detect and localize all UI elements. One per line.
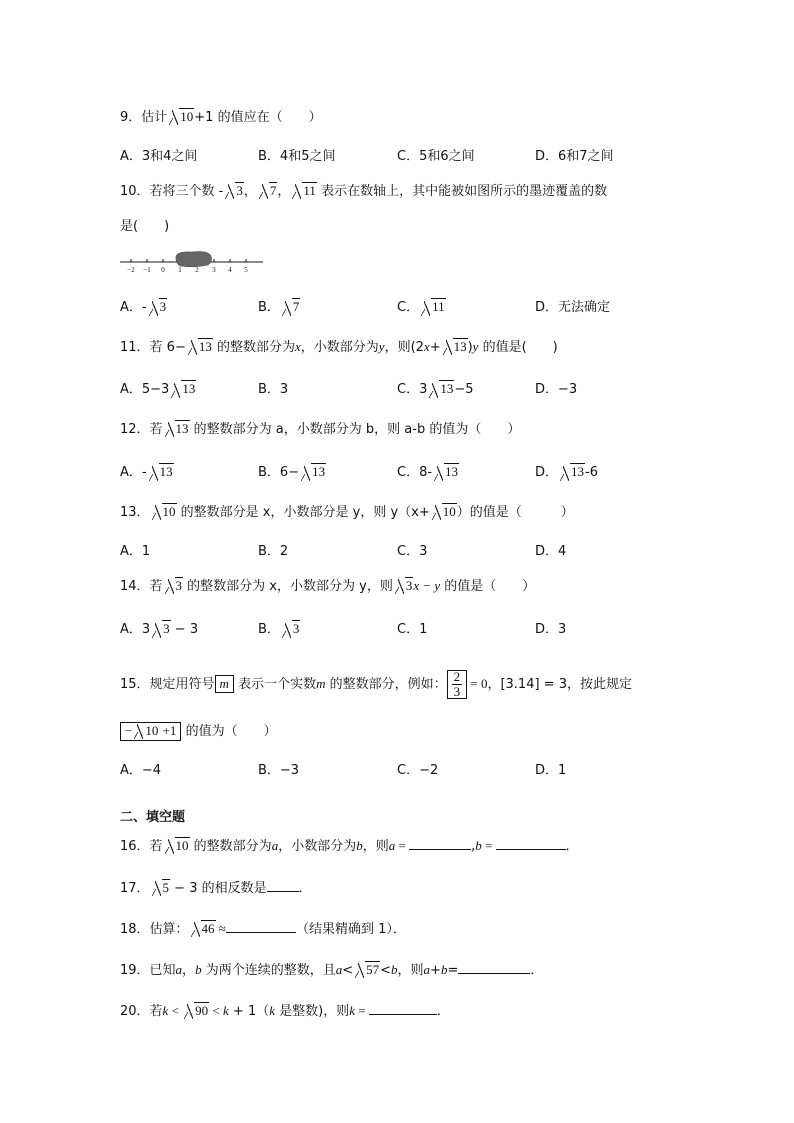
- tick--1: −1: [143, 266, 151, 274]
- option-c: C．3 13−5: [397, 381, 474, 397]
- question-15: 15．规定用符号 m 表示一个实数m 的整数部分，例如： $\frac{2}{3}$ = 0，[3.14] = 3，按此规定: [120, 669, 632, 699]
- question-14: 14．若 3 的整数部分为 x，小数部分为 y，则 3x − y 的值是（ ）: [120, 578, 536, 594]
- question-13: 13． 10 的整数部分是 x，小数部分是 y，则 y（x+ 10）的值是（ ）: [120, 504, 574, 520]
- option-d: D．4: [535, 544, 567, 559]
- option-d: D．1: [535, 763, 567, 778]
- q9-label: 9．估计: [120, 110, 168, 125]
- tick-1: 1: [178, 266, 182, 274]
- option-b: B． 7: [258, 299, 300, 315]
- answer-blank[interactable]: [458, 961, 530, 974]
- question-12: 12．若 13 的整数部分为 a，小数部分为 b，则 a-b 的值为（ ）: [120, 421, 521, 437]
- option-a: A．1: [120, 544, 151, 559]
- option-d: D．−3: [535, 382, 578, 397]
- option-c: C．1: [397, 622, 428, 637]
- option-d: D． 13-6: [535, 464, 598, 480]
- option-a: A．- 3: [120, 299, 167, 315]
- option-d: D．3: [535, 622, 567, 637]
- sqrt-3: 3: [225, 182, 244, 201]
- sqrt-7: 7: [259, 182, 278, 201]
- option-c: C．−2: [397, 763, 439, 778]
- option-c: C．3: [397, 544, 428, 559]
- question-11: 11．若 6− 13 的整数部分为x，小数部分为y，则(2x+ 13)y 的值是( ): [120, 339, 558, 355]
- option-d: D．无法确定: [535, 300, 611, 315]
- option-b: B．3: [258, 382, 289, 397]
- question-16: 16．若 10 的整数部分为a，小数部分为b，则a = ,b = ．: [120, 838, 579, 854]
- option-a: A．- 13: [120, 464, 173, 480]
- tick-0: 0: [161, 266, 165, 274]
- section-title: 二、填空题: [120, 810, 186, 825]
- expr-bracket: − 10 +1: [120, 722, 181, 741]
- ink-blot: [176, 252, 212, 267]
- tick-2: 2: [195, 266, 199, 274]
- option-a: A．5−3 13: [120, 381, 196, 397]
- option-b: B．2: [258, 544, 289, 559]
- floor-bracket: m: [215, 675, 234, 693]
- frac-bracket: $\frac{2}{3}$: [447, 670, 468, 699]
- option-a: A．3 3 − 3: [120, 621, 199, 637]
- option-c: C．8- 13: [397, 464, 459, 480]
- tick-5: 5: [244, 266, 248, 274]
- question-9: 9．估计 10+1 的值应在（ ）: [120, 109, 322, 125]
- question-17: 17． 5 − 3 的相反数是 ．: [120, 880, 312, 896]
- option-c: C．5和6之间: [397, 149, 475, 164]
- option-c: C． 11: [397, 299, 445, 315]
- q10-line2: 是( ): [120, 219, 170, 234]
- option-b: B．6− 13: [258, 464, 326, 480]
- question-20: 20．若k < 90 < k + 1（k 是整数)，则k = ．: [120, 1003, 450, 1019]
- option-a: A．−4: [120, 763, 162, 778]
- answer-blank[interactable]: [267, 879, 299, 892]
- question-10: 10．若将三个数 - 3， 7， 11 表示在数轴上，其中能被如图所示的墨迹覆盖的数: [120, 183, 608, 199]
- option-a: A．3和4之间: [120, 149, 198, 164]
- question-18: 18．估算： 46 ≈ （结果精确到 1）．: [120, 921, 406, 937]
- tick--2: −2: [127, 266, 135, 274]
- option-d: D．6和7之间: [535, 149, 614, 164]
- answer-blank[interactable]: [496, 837, 566, 850]
- number-line-figure: [118, 248, 268, 278]
- option-b: B．−3: [258, 763, 300, 778]
- answer-blank[interactable]: [409, 837, 471, 850]
- answer-blank[interactable]: [226, 920, 296, 933]
- option-b: B．4和5之间: [258, 149, 336, 164]
- sqrt-11: 11: [292, 182, 317, 201]
- answer-blank[interactable]: [369, 1002, 437, 1015]
- question-19: 19．已知a，b 为两个连续的整数，且a< 57<b，则a+b= ．: [120, 962, 544, 978]
- q15-line2: − 10 +1 的值为（ ）: [120, 722, 277, 741]
- sqrt-10: 10: [169, 108, 194, 127]
- tick-3: 3: [212, 266, 216, 274]
- option-b: B． 3: [258, 621, 300, 637]
- tick-4: 4: [228, 266, 232, 274]
